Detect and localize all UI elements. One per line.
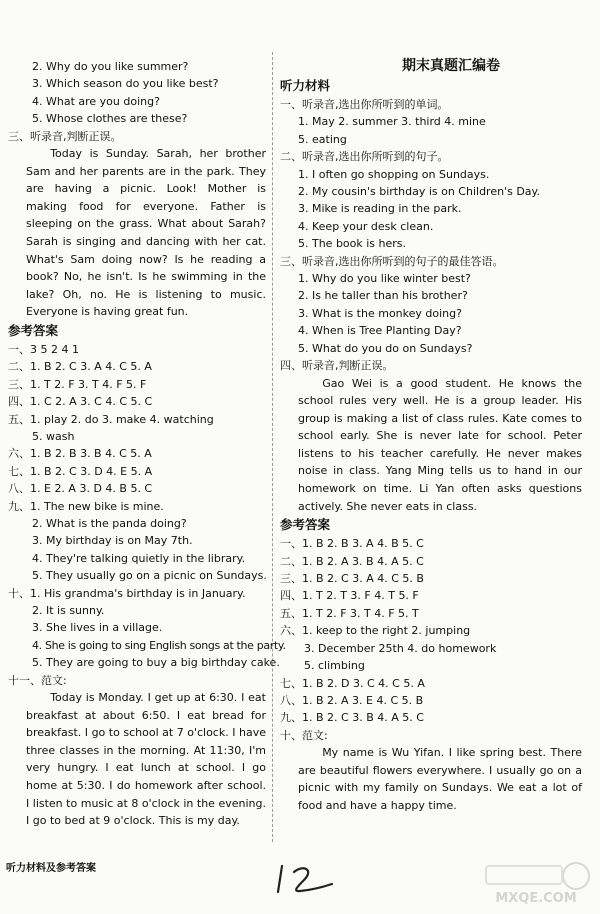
right-column	[280, 56, 582, 815]
answer-line: 二、1. B 2. C 3. A 4. C 5. A	[8, 360, 152, 374]
list-item: 5. What do you do on Sundays?	[298, 341, 473, 355]
list-item: 1. I often go shopping on Sundays.	[298, 167, 490, 181]
list-item: 4. When is Tree Planting Day?	[298, 324, 462, 338]
section-heading: 十、范文:	[280, 728, 328, 742]
answer-line: 六、1. B 2. B 3. B 4. C 5. A	[8, 447, 152, 461]
answer-line: 九、1. The new bike is mine.	[8, 499, 164, 513]
answer-line: 5. They are going to buy a big birthday cake.	[32, 656, 280, 670]
section-heading: 三、听录音,判断正误。	[8, 129, 122, 143]
answer-line: 四、1. C 2. A 3. C 4. C 5. C	[8, 395, 153, 409]
answer-line: 五、1. T 2. F 3. T 4. F 5. T	[280, 606, 419, 620]
answer-line: 一、3 5 2 4 1	[8, 342, 79, 356]
answer-line: 二、1. B 2. A 3. B 4. A 5. C	[280, 554, 424, 568]
answer-line: 4. She is going to sing English songs at the party.	[32, 638, 286, 652]
section-heading: 三、听录音,选出你所听到的句子的最佳答语。	[280, 254, 504, 268]
answer-line: 八、1. E 2. A 3. D 4. B 5. C	[8, 482, 153, 496]
section-heading: 二、听录音,选出你所听到的句子。	[280, 150, 449, 164]
listening-passage: Today is Sunday. Sarah, her brother Sam and her parents are in the park. They are having a picnic. Look! Mother is making food for everyone. Father is sleeping on the grass. What about Sarah? Sarah is singing and dancing with her cat. What's Sam doing now? Is he reading a book? No, he isn't. Is he swimming in the lake? Oh, no. He is listening to music. Everyone is having great fun.	[26, 147, 266, 319]
list-item: 5. The book is hers.	[298, 237, 407, 251]
question-line: 3. Which season do you like best?	[32, 77, 219, 91]
list-item: 3. Mike is reading in the park.	[298, 202, 462, 216]
question-line: 4. What are you doing?	[32, 94, 160, 108]
list-item: 2. My cousin's birthday is on Children's Day.	[298, 185, 540, 199]
answer-line: 2. It is sunny.	[32, 604, 105, 618]
answer-line: 3. My birthday is on May 7th.	[32, 534, 193, 548]
answer-line: 3. She lives in a village.	[32, 621, 163, 635]
question-line: 5. Whose clothes are these?	[32, 112, 188, 126]
answer-line: 八、1. B 2. A 3. E 4. C 5. B	[280, 693, 424, 707]
answer-line: 2. What is the panda doing?	[32, 517, 187, 531]
answer-line: 三、1. T 2. F 3. T 4. F 5. F	[8, 377, 147, 391]
section-heading: 一、听录音,选出你所听到的单词。	[280, 98, 449, 111]
answer-line: 5. wash	[32, 430, 75, 443]
list-item: 1. May 2. summer 3. third 4. mine	[298, 115, 486, 129]
answer-line: 五、1. play 2. do 3. make 4. watching	[8, 412, 214, 426]
answer-line: 3. December 25th 4. do homework	[304, 641, 497, 655]
question-line: 2. Why do you like summer?	[32, 60, 189, 73]
list-item: 1. Why do you like winter best?	[298, 272, 471, 286]
listening-passage: Gao Wei is a good student. He knows the school rules very well. He is a group leader. His group is making a list of class rules. Kate comes to school early. She is never late for school. Peter listens to his teacher carefully. He never makes noise in class. Yang Ming tells us to hand in our homework on time. Li Yan often asks questions actively. She never eats in class.	[298, 376, 582, 513]
column-divider	[272, 52, 273, 842]
section-heading: 四、听录音,判断正误。	[280, 359, 394, 373]
page-title: 期末真题汇编卷	[402, 58, 500, 74]
answer-line: 四、1. T 2. T 3. F 4. T 5. F	[280, 589, 419, 603]
left-column	[8, 58, 286, 830]
list-item: 4. Keep your desk clean.	[298, 219, 434, 233]
answer-line: 七、1. B 2. C 3. D 4. E 5. A	[8, 464, 153, 478]
watermark-logo	[480, 860, 592, 906]
answers-heading: 参考答案	[8, 322, 59, 338]
watermark-text: MXQE.COM	[495, 891, 577, 906]
answer-line: 七、1. B 2. D 3. C 4. C 5. A	[280, 676, 425, 690]
footer-label: 听力材料及参考答案	[6, 863, 96, 874]
section-heading: 十一、范文:	[8, 673, 67, 687]
answer-line: 5. climbing	[304, 659, 365, 673]
page-number	[270, 862, 340, 896]
answer-line: 5. They usually go on a picnic on Sundays.	[32, 569, 267, 583]
list-item: 5. eating	[298, 132, 347, 146]
answer-line: 十、1. His grandma's birthday is in January.	[8, 586, 246, 600]
model-essay: Today is Monday. I get up at 6:30. I eat breakfast at about 6:50. I eat bread for breakfast. I go to school at 7 o'clock. I have three classes in the morning. At 11:30, I'm very hungry. I eat lunch at school. I go home at 5:30. I do homework after school. I listen to music at 8 o'clock in the evening. I go to bed at 9 o'clock. This is my day.	[26, 691, 266, 828]
answer-line: 一、1. B 2. B 3. A 4. B 5. C	[280, 537, 424, 551]
model-essay: My name is Wu Yifan. I like spring best. There are beautiful flowers everywhere. I usually go on a picnic with my family on Sundays. We eat a lot of food and have a happy time.	[298, 746, 582, 812]
list-item: 2. Is he taller than his brother?	[298, 289, 468, 303]
answer-line: 九、1. B 2. C 3. B 4. A 5. C	[280, 711, 424, 725]
listening-heading: 听力材料	[280, 78, 331, 93]
answer-line: 六、1. keep to the right 2. jumping	[280, 624, 471, 638]
answer-line: 4. They're talking quietly in the library.	[32, 551, 246, 565]
answers-heading: 参考答案	[280, 517, 331, 533]
list-item: 3. What is the monkey doing?	[298, 306, 462, 320]
answer-line: 三、1. B 2. C 3. A 4. C 5. B	[280, 572, 424, 586]
